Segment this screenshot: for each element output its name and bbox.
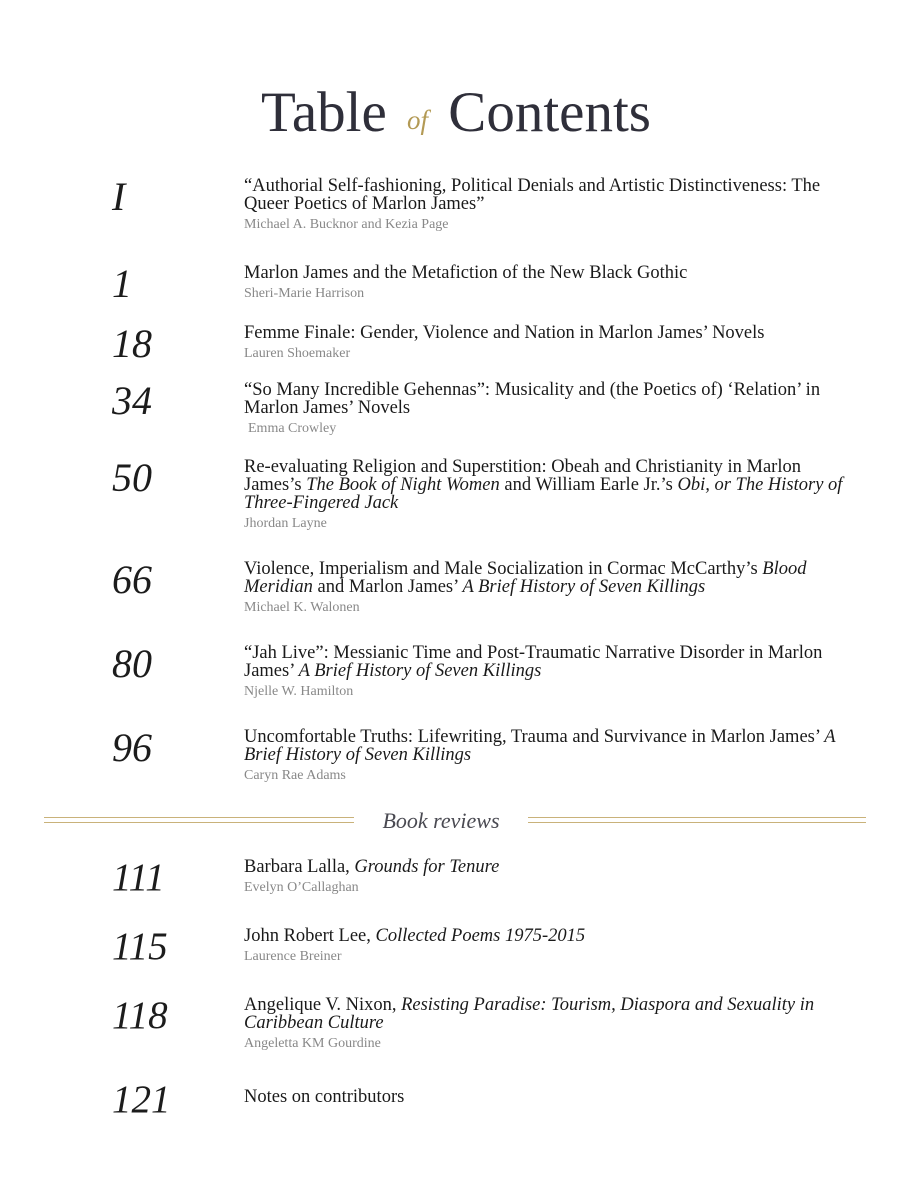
entry-author: Michael K. Walonen (244, 600, 360, 615)
title-segment: “Authorial Self-fashioning, Political Denials and Artistic Distinctiveness: The Queer Poetics of Marlon James” (244, 176, 821, 214)
title-italic-segment: A Brief History of Seven Killings (462, 577, 706, 597)
title-contents: Contents (448, 81, 651, 144)
entry-author: Michael A. Bucknor and Kezia Page (244, 217, 449, 232)
entry-author: Caryn Rae Adams (244, 768, 346, 783)
title-italic-segment: Blood Meridian (244, 559, 807, 597)
entry-author: Angeletta KM Gourdine (244, 1036, 381, 1051)
entry-title (244, 264, 844, 282)
entry-author: Lauren Shoemaker (244, 346, 351, 361)
entry-page-number: 118 (112, 994, 168, 1037)
title-italic-segment: Obi, or The History of Three-Fingered Jack (244, 475, 843, 513)
entry-page-number: 34 (112, 378, 152, 423)
title-of: of (407, 105, 429, 135)
title-italic-segment: The Book of Night Women (306, 475, 500, 495)
title-segment: Marlon James and the Metafiction of the New Black Gothic (244, 263, 688, 283)
book-reviews-divider (44, 808, 866, 840)
entry-page-number: 111 (112, 856, 165, 899)
entry-author: Sheri-Marie Harrison (244, 286, 365, 301)
divider-rule-right (528, 817, 866, 823)
entry-author: Evelyn O’Callaghan (244, 880, 359, 895)
entry-title (244, 560, 844, 596)
title-segment: “So Many Incredible Gehennas”: Musicality and (the Poetics of) ‘Relation’ in Marlon James’ Novels (244, 380, 821, 418)
title-italic-segment: A Brief History of Seven Killings (244, 727, 836, 765)
entry-page-number: 66 (112, 557, 152, 602)
title-italic-segment: Resisting Paradise: Tourism, Diaspora and Sexuality in Caribbean Culture (244, 995, 815, 1033)
title-segment: Femme Finale: Gender, Violence and Nation in Marlon James’ Novels (244, 323, 765, 343)
entry-title (244, 996, 844, 1032)
title-segment: Notes on contributors (244, 1087, 405, 1107)
entry-page-number: 1 (112, 261, 132, 306)
entry-title (244, 644, 844, 680)
entry-page-number: 121 (112, 1078, 171, 1121)
entry-title (244, 728, 844, 764)
entry-title (244, 458, 844, 512)
entry-page-number: 96 (112, 725, 152, 770)
title-table: Table (261, 81, 387, 144)
title-italic-segment: A Brief History of Seven Killings (298, 661, 542, 681)
entry-title (244, 381, 844, 417)
title-italic-segment: Collected Poems 1975-2015 (375, 926, 586, 946)
entry-title (244, 927, 844, 945)
entry-author: Njelle W. Hamilton (244, 684, 354, 699)
entry-page-number: 50 (112, 455, 152, 500)
title-segment: Uncomfortable Truths: Lifewriting, Trauma and Survivance in Marlon James’ (244, 727, 825, 747)
entry-author: Jhordan Layne (244, 516, 327, 531)
title-segment: Re-evaluating Religion and Superstition: Obeah and Christianity in Marlon James’s (244, 457, 801, 495)
page-title (0, 81, 912, 144)
divider-rule-left (44, 817, 354, 823)
title-segment: John Robert Lee, (244, 926, 376, 946)
entry-page-number: 80 (112, 641, 152, 686)
entry-title (244, 324, 844, 342)
title-segment: “Jah Live”: Messianic Time and Post-Traumatic Narrative Disorder in Marlon James’ (244, 643, 823, 681)
entry-author: Emma Crowley (248, 421, 337, 436)
entry-page-number: I (112, 174, 126, 219)
entry-title (244, 177, 844, 213)
entry-page-number: 115 (112, 925, 168, 968)
entry-title (244, 858, 844, 876)
title-segment: Barbara Lalla, (244, 857, 355, 877)
title-segment: and William Earle Jr.’s (499, 475, 678, 495)
book-reviews-heading: Book reviews (382, 808, 500, 833)
entry-title (244, 1088, 844, 1106)
title-italic-segment: Grounds for Tenure (354, 857, 500, 877)
title-segment: and Marlon James’ (312, 577, 463, 597)
entry-author: Laurence Breiner (244, 949, 342, 964)
entry-page-number: 18 (112, 321, 152, 366)
title-segment: Angelique V. Nixon, (244, 995, 402, 1015)
title-segment: Violence, Imperialism and Male Socialization in Cormac McCarthy’s (244, 559, 763, 579)
